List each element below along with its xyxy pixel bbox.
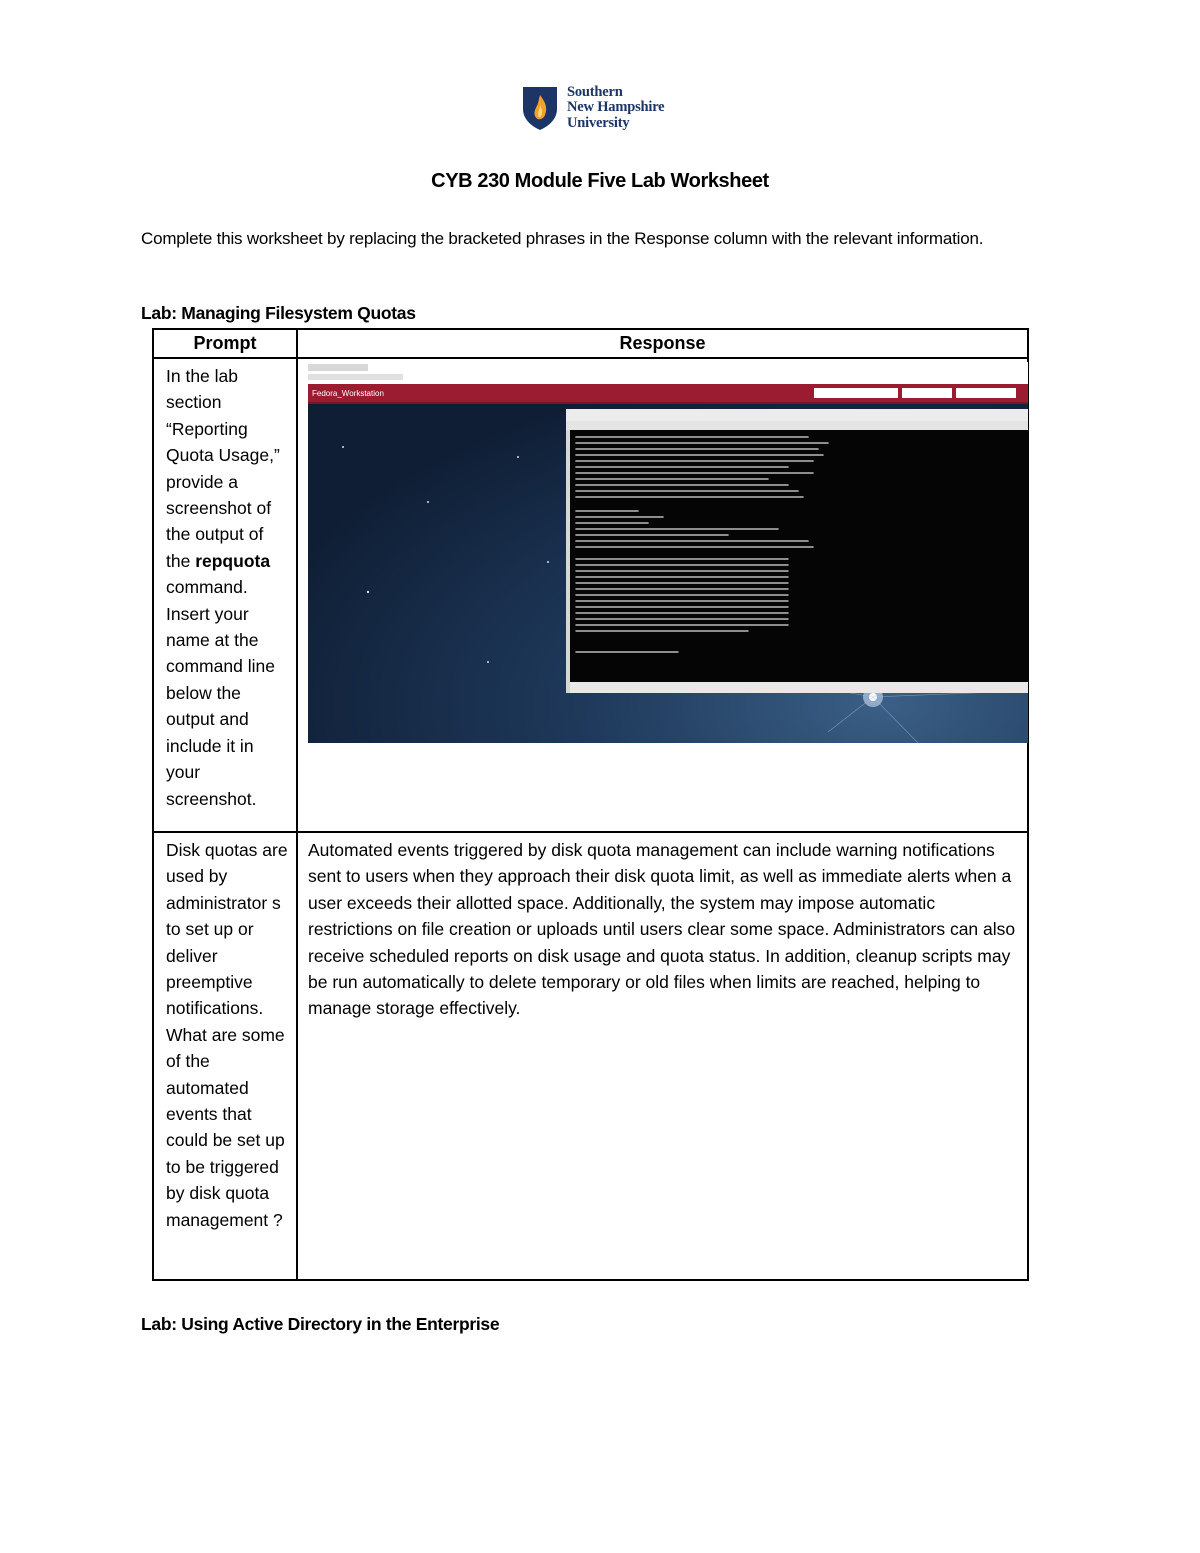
window-title: Fedora_Workstation: [312, 389, 384, 398]
response-header: Response: [297, 329, 1028, 358]
university-logo: [521, 84, 691, 132]
prompt-text-1b: command. Insert your name at the command line below the output and include it in your screenshot.: [166, 577, 275, 809]
lab-heading-quotas: Lab: Managing Filesystem Quotas: [141, 303, 416, 323]
table-row: [153, 358, 1028, 832]
intro-paragraph: Complete this worksheet by replacing the bracketed phrases in the Response column with the relevant information.: [141, 229, 984, 248]
shield-flame-icon: [521, 85, 559, 131]
document-title: CYB 230 Module Five Lab Worksheet: [431, 170, 769, 192]
prompt-cell-1: [153, 358, 297, 832]
table-header-row: [153, 329, 1028, 358]
response-cell-2: Automated events triggered by disk quota management can include warning notifications sent to users when they approach their disk quota limit, as well as immediate alerts when a user exceeds their allotted space. Additionally, the system may impose automatic restrictions on file creation or uploads until users clear some space. Administrators can also receive scheduled reports on disk usage and quota status. In addition, cleanup scripts may be run automatically to delete temporary or old files when limits are reached, helping to manage storage effectively.: [297, 832, 1028, 1280]
worksheet-table: [152, 328, 1029, 1281]
response-cell-1: [297, 358, 1028, 832]
prompt-header: Prompt: [153, 329, 297, 358]
logo-line-2: New Hampshire: [567, 99, 665, 116]
lab-heading-active-directory: Lab: Using Active Directory in the Enterprise: [141, 1314, 500, 1334]
repquota-command: repquota: [195, 550, 271, 571]
prompt-cell-2: Disk quotas are used by administrator s to set up or deliver preemptive notifications. What are some of the automated events that could be set up to be triggered by disk quota management ?: [153, 832, 297, 1280]
repquota-screenshot: [308, 362, 1028, 743]
logo-line-3: University: [567, 114, 630, 131]
prompt-text-1a: In the lab section “Reporting Quota Usage,” provide a screenshot of the output of the: [166, 366, 280, 571]
table-row: [153, 832, 1028, 1280]
logo-line-1: Southern: [567, 83, 623, 100]
